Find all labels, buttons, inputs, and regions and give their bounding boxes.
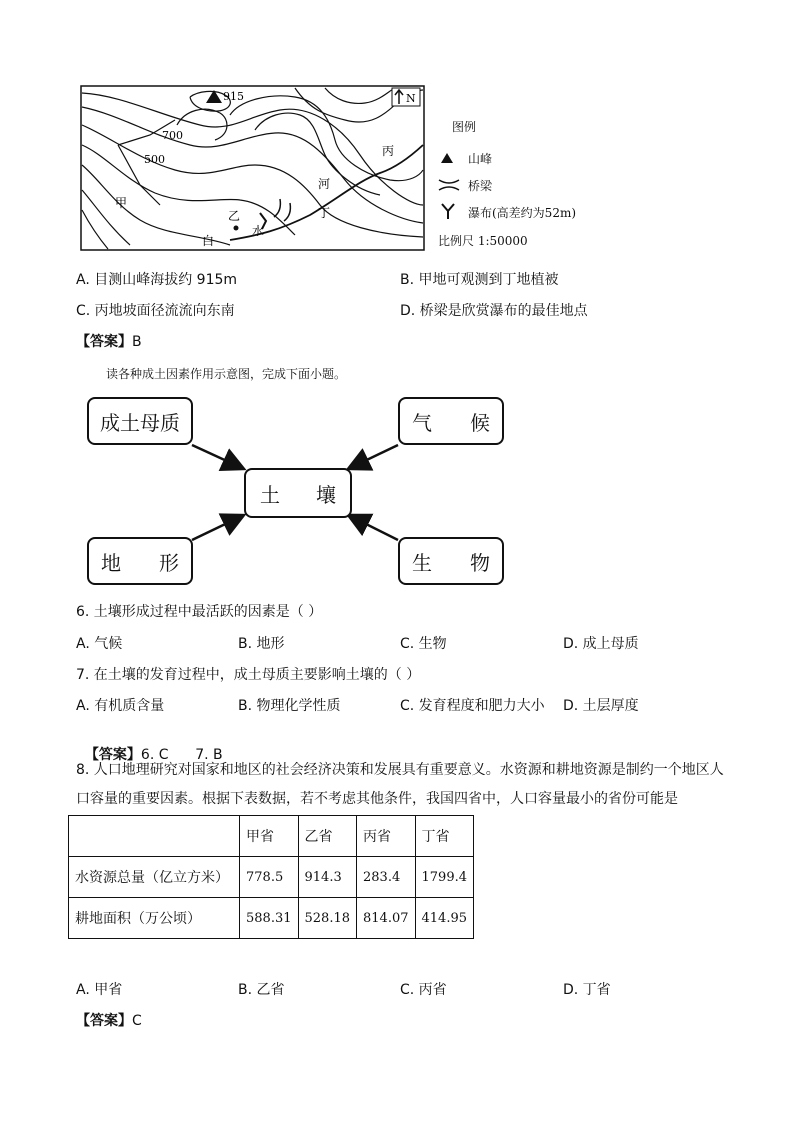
peak-elevation-label: 915 bbox=[223, 90, 244, 103]
diagram-intro: 读各种成土因素作用示意图，完成下面小题。 bbox=[106, 367, 347, 381]
q5-option-d: D. 桥梁是欣赏瀑布的最佳地点 bbox=[400, 303, 588, 319]
table-header-cell bbox=[69, 816, 240, 857]
q8-stem-line2: 口容量的重要因素。根据下表数据，若不考虑其他条件，我国四省中，人口容量最小的省份可能是 bbox=[76, 791, 678, 807]
legend-bridge-label: 桥梁 bbox=[468, 179, 493, 193]
soil-label: 壤 bbox=[316, 482, 336, 507]
factor-label: 生 bbox=[412, 550, 432, 575]
table-cell: 414.95 bbox=[415, 898, 474, 939]
table-row-label: 耕地面积（万公顷） bbox=[69, 898, 240, 939]
legend-waterfall-label: 瀑布(高差约为52m) bbox=[468, 206, 577, 220]
resource-table bbox=[68, 815, 474, 939]
table-cell: 528.18 bbox=[298, 898, 357, 939]
q7-option-a: A. 有机质含量 bbox=[76, 698, 165, 714]
factor-label: 物 bbox=[470, 550, 490, 575]
factor-label: 地 bbox=[101, 550, 121, 575]
legend-scale-label: 比例尺 1:50000 bbox=[438, 234, 528, 248]
answer-tag: 【答案】 bbox=[76, 1013, 132, 1029]
factor-label: 气 bbox=[412, 410, 432, 435]
q8-option-d: D. 丁省 bbox=[563, 982, 611, 998]
answer-tag: 【答案】 bbox=[84, 747, 141, 763]
table-row bbox=[69, 857, 474, 898]
answer-value: 6. C 7. B bbox=[140, 747, 223, 763]
q7-option-d: D. 土层厚度 bbox=[563, 698, 639, 714]
factor-climate bbox=[398, 397, 504, 445]
answer-value: B bbox=[132, 334, 142, 350]
factor-label: 成土母质 bbox=[100, 410, 180, 435]
table-cell: 283.4 bbox=[357, 857, 416, 898]
q7-option-c: C. 发育程度和肥力大小 bbox=[400, 698, 545, 714]
table-cell: 778.5 bbox=[240, 857, 299, 898]
table-row-label: 水资源总量（亿立方米） bbox=[69, 857, 240, 898]
table-header-cell: 丁省 bbox=[415, 816, 474, 857]
q8-option-c: C. 丙省 bbox=[400, 982, 447, 998]
q8-option-b: B. 乙省 bbox=[238, 982, 285, 998]
table-cell: 814.07 bbox=[357, 898, 416, 939]
table-header-cell: 乙省 bbox=[298, 816, 357, 857]
factor-parent-material bbox=[87, 397, 193, 445]
north-label: N bbox=[406, 92, 416, 105]
river-label-he: 河 bbox=[318, 177, 331, 191]
table-header-cell: 丙省 bbox=[357, 816, 416, 857]
place-label-ding: 丁 bbox=[318, 206, 331, 220]
factor-label: 形 bbox=[159, 550, 179, 575]
answer-3 bbox=[76, 1012, 142, 1030]
factor-terrain bbox=[87, 537, 193, 585]
q6-option-d: D. 成上母质 bbox=[563, 636, 639, 652]
q6-option-a: A. 气候 bbox=[76, 636, 123, 652]
legend-peak-label: 山峰 bbox=[468, 152, 493, 166]
factor-biology bbox=[398, 537, 504, 585]
factor-label: 候 bbox=[470, 410, 490, 435]
q6-option-c: C. 生物 bbox=[400, 636, 447, 652]
q5-option-b: B. 甲地可观测到丁地植被 bbox=[400, 272, 559, 288]
q5-option-a: A. 目测山峰海拔约 915m bbox=[76, 272, 238, 288]
answer-value: C bbox=[132, 1013, 142, 1029]
legend-title: 图例 bbox=[452, 120, 477, 134]
river-label-bai: 白 bbox=[202, 234, 215, 248]
answer-tag: 【答案】 bbox=[76, 334, 132, 350]
table-header-row bbox=[69, 816, 474, 857]
soil-center bbox=[244, 468, 352, 518]
q8-stem-line1: 8. 人口地理研究对国家和地区的社会经济决策和发展具有重要意义。水资源和耕地资源是制约一个地区人 bbox=[76, 762, 724, 778]
table-cell: 1799.4 bbox=[415, 857, 474, 898]
table-row bbox=[69, 898, 474, 939]
table-header-cell: 甲省 bbox=[240, 816, 299, 857]
place-label-bing: 丙 bbox=[382, 144, 395, 158]
q6-option-b: B. 地形 bbox=[238, 636, 285, 652]
river-label-shui: 水 bbox=[252, 224, 265, 238]
answer-2 bbox=[76, 728, 223, 764]
contour-label-500: 500 bbox=[144, 153, 165, 166]
soil-label: 土 bbox=[260, 482, 280, 507]
q5-option-c: C. 丙地坡面径流流向东南 bbox=[76, 303, 235, 319]
q7-stem: 7. 在土壤的发育过程中，成土母质主要影响土壤的（ ） bbox=[76, 667, 421, 683]
contour-label-700: 700 bbox=[162, 129, 183, 142]
q7-option-b: B. 物理化学性质 bbox=[238, 698, 341, 714]
q8-option-a: A. 甲省 bbox=[76, 982, 123, 998]
table-cell: 588.31 bbox=[240, 898, 299, 939]
place-label-yi: 乙 bbox=[228, 209, 241, 223]
table-cell: 914.3 bbox=[298, 857, 357, 898]
q6-stem: 6. 土壤形成过程中最活跃的因素是（ ） bbox=[76, 604, 323, 620]
place-label-jia: 甲 bbox=[115, 196, 128, 210]
